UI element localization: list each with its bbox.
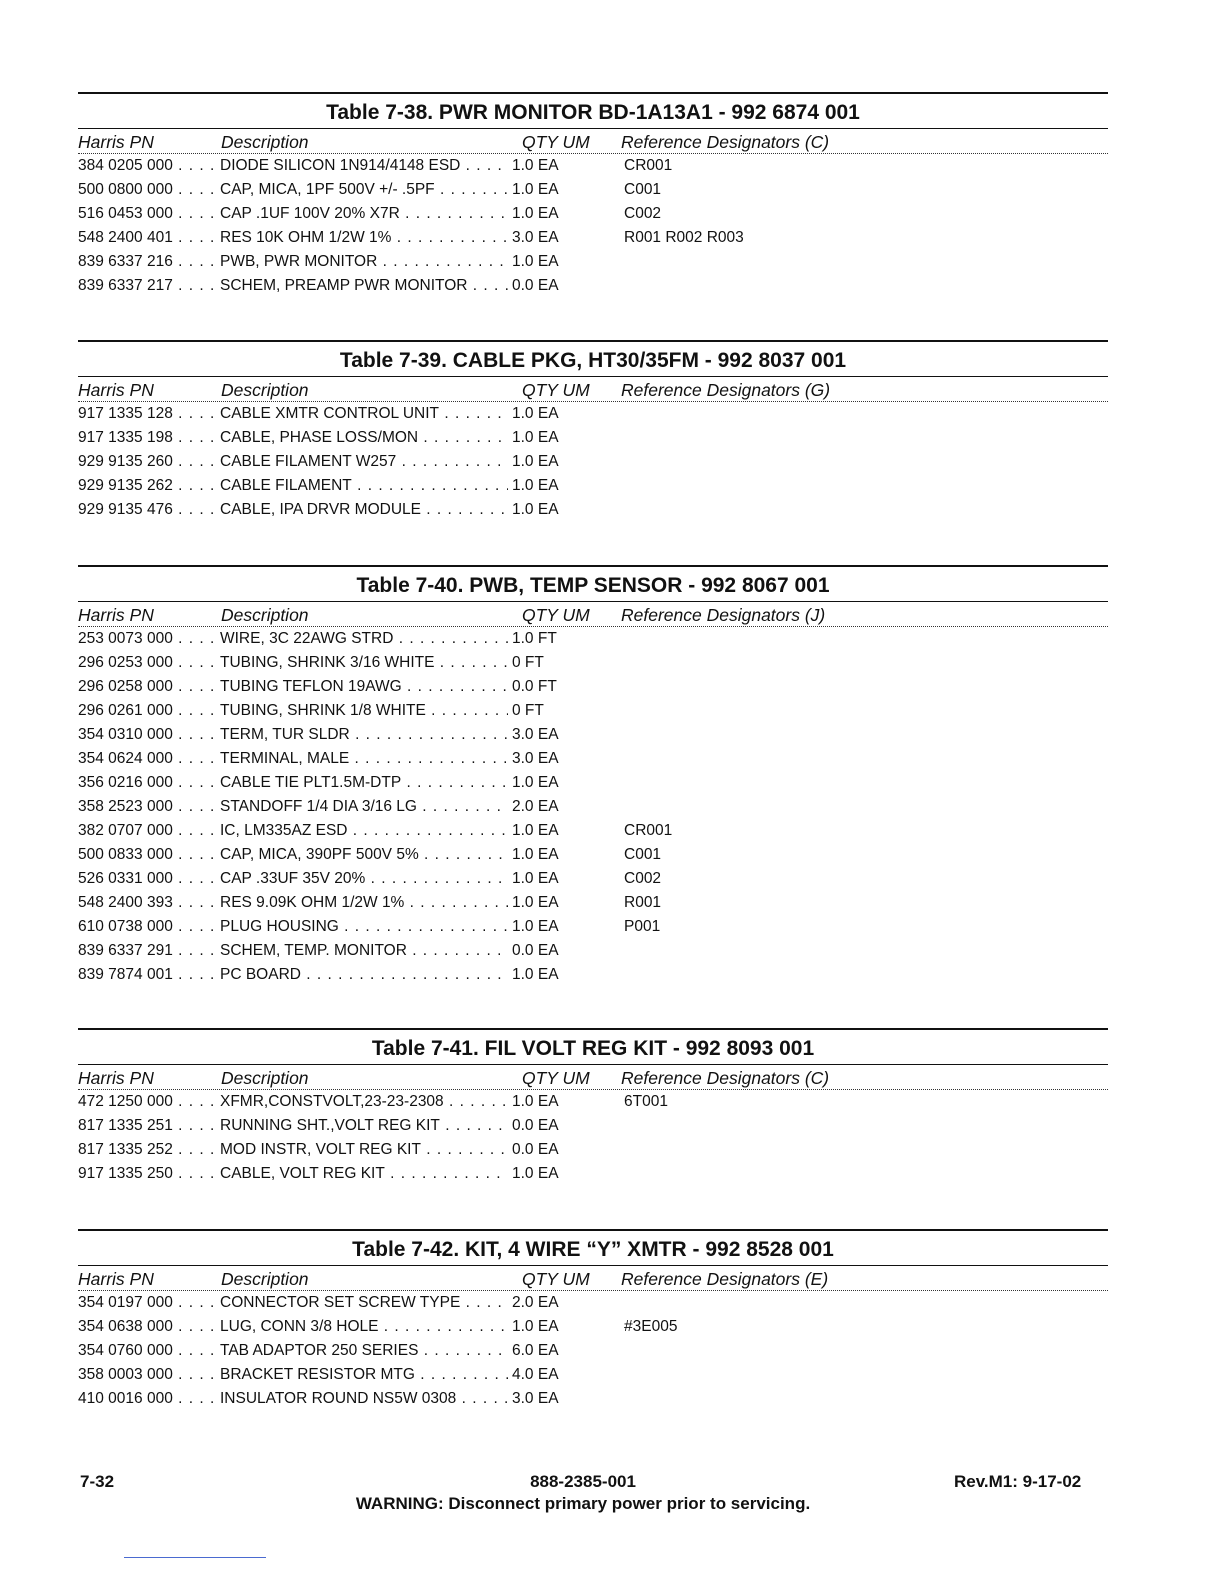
table-header-row xyxy=(78,602,1108,627)
cell-qty-um: 1.0 EA xyxy=(508,178,572,202)
cell-description: SCHEM, TEMP. MONITOR . . . xyxy=(220,939,508,963)
header-reference-designators: Reference Designators (C) xyxy=(621,132,830,152)
cell-description: TERMINAL, MALE . . . xyxy=(220,747,508,771)
table-header-row xyxy=(78,1065,1108,1090)
cell-description: CABLE, VOLT REG KIT . . . xyxy=(220,1162,508,1186)
header-reference-designators: Reference Designators (C) xyxy=(621,1068,830,1088)
table-row xyxy=(78,1090,1108,1114)
warning-text: WARNING: Disconnect primary power prior to servicing. xyxy=(355,1494,811,1513)
page-number: 7-32 xyxy=(80,1472,115,1491)
table-body xyxy=(78,1291,1108,1411)
cell-description: PWB, PWR MONITOR . . . xyxy=(220,250,508,274)
cell-description: CONNECTOR SET SCREW TYPE . . . xyxy=(220,1291,508,1315)
cell-description: TUBING TEFLON 19AWG . . . xyxy=(220,675,508,699)
cell-description: BRACKET RESISTOR MTG . . . xyxy=(220,1363,508,1387)
parts-table-7-41 xyxy=(78,1028,1108,1186)
table-row xyxy=(78,1291,1108,1315)
cell-qty-um: 0.0 EA xyxy=(508,1114,572,1138)
table-top-rule xyxy=(78,1229,1108,1231)
cell-reference-designators: #3E005 xyxy=(624,1318,678,1335)
cell-description: XFMR,CONSTVOLT,23-23-2308 . . . xyxy=(220,1090,508,1114)
cell-harris-pn: 253 0073 000 . . . xyxy=(78,627,220,651)
parts-table-7-38 xyxy=(78,92,1108,298)
cell-harris-pn: 500 0833 000 . . . xyxy=(78,843,220,867)
cell-harris-pn: 839 7874 001 . . . xyxy=(78,963,220,987)
table-row xyxy=(78,1138,1108,1162)
cell-harris-pn: 839 6337 216 . . . xyxy=(78,250,220,274)
table-row xyxy=(78,402,1108,426)
table-body xyxy=(78,627,1108,987)
cell-qty-um: 6.0 EA xyxy=(508,1339,572,1363)
header-description: Description xyxy=(221,1068,309,1088)
table-row xyxy=(78,1315,1108,1339)
cell-qty-um: 0.0 EA xyxy=(508,939,572,963)
table-row xyxy=(78,1387,1108,1411)
table-row xyxy=(78,963,1108,987)
cell-qty-um: 0 FT xyxy=(508,699,572,723)
cell-harris-pn: 382 0707 000 . . . xyxy=(78,819,220,843)
header-qty-um: QTY UM xyxy=(522,132,590,152)
header-reference-designators: Reference Designators (E) xyxy=(621,1269,829,1289)
cell-qty-um: 3.0 EA xyxy=(508,747,572,771)
cell-qty-um: 1.0 EA xyxy=(508,250,572,274)
cell-qty-um: 2.0 EA xyxy=(508,795,572,819)
parts-table-7-39 xyxy=(78,340,1108,522)
cell-description: CAP, MICA, 1PF 500V +/- .5PF . . . xyxy=(220,178,508,202)
header-harris-pn: Harris PN xyxy=(78,1269,154,1289)
cell-reference-designators: C001 xyxy=(624,181,662,198)
cell-qty-um: 1.0 EA xyxy=(508,771,572,795)
table-body xyxy=(78,402,1108,522)
table-header-row xyxy=(78,129,1108,154)
table-row xyxy=(78,843,1108,867)
header-harris-pn: Harris PN xyxy=(78,1068,154,1088)
table-row xyxy=(78,675,1108,699)
parts-table-7-40 xyxy=(78,565,1108,987)
cell-harris-pn: 296 0253 000 . . . xyxy=(78,651,220,675)
cell-qty-um: 1.0 EA xyxy=(508,1162,572,1186)
cell-reference-designators: CR001 xyxy=(624,822,673,839)
table-top-rule xyxy=(78,340,1108,342)
cell-harris-pn: 296 0261 000 . . . xyxy=(78,699,220,723)
cell-qty-um: 1.0 FT xyxy=(508,627,572,651)
cell-qty-um: 1.0 EA xyxy=(508,426,572,450)
cell-qty-um: 4.0 EA xyxy=(508,1363,572,1387)
table-row xyxy=(78,1162,1108,1186)
header-description: Description xyxy=(221,605,309,625)
cell-description: STANDOFF 1/4 DIA 3/16 LG . . . xyxy=(220,795,508,819)
table-title: Table 7-39. CABLE PKG, HT30/35FM - 992 8037 001 xyxy=(339,349,847,372)
revision-label: Rev.M1: 9-17-02 xyxy=(954,1472,1082,1491)
cell-description: CABLE, PHASE LOSS/MON . . . xyxy=(220,426,508,450)
cell-description: CABLE FILAMENT W257 . . . xyxy=(220,450,508,474)
cell-harris-pn: 358 2523 000 . . . xyxy=(78,795,220,819)
cell-harris-pn: 358 0003 000 . . . xyxy=(78,1363,220,1387)
cell-description: DIODE SILICON 1N914/4148 ESD . . . xyxy=(220,154,508,178)
cell-description: CABLE FILAMENT . . . xyxy=(220,474,508,498)
table-body xyxy=(78,1090,1108,1186)
cell-harris-pn: 917 1335 250 . . . xyxy=(78,1162,220,1186)
table-row xyxy=(78,226,1108,250)
cell-harris-pn: 354 0197 000 . . . xyxy=(78,1291,220,1315)
table-top-rule xyxy=(78,92,1108,94)
cell-harris-pn: 817 1335 252 . . . xyxy=(78,1138,220,1162)
cell-harris-pn: 354 0760 000 . . . xyxy=(78,1339,220,1363)
table-row xyxy=(78,747,1108,771)
cell-qty-um: 3.0 EA xyxy=(508,1387,572,1411)
cell-qty-um: 1.0 EA xyxy=(508,1090,572,1114)
cell-qty-um: 1.0 EA xyxy=(508,891,572,915)
table-row xyxy=(78,1363,1108,1387)
cell-harris-pn: 384 0205 000 . . . xyxy=(78,154,220,178)
cell-description: LUG, CONN 3/8 HOLE . . . xyxy=(220,1315,508,1339)
cell-qty-um: 0.0 FT xyxy=(508,675,572,699)
cell-harris-pn: 610 0738 000 . . . xyxy=(78,915,220,939)
bottom-link-rule xyxy=(124,1557,266,1558)
cell-harris-pn: 472 1250 000 . . . xyxy=(78,1090,220,1114)
cell-harris-pn: 817 1335 251 . . . xyxy=(78,1114,220,1138)
cell-harris-pn: 548 2400 393 . . . xyxy=(78,891,220,915)
cell-description: INSULATOR ROUND NS5W 0308 . . . xyxy=(220,1387,508,1411)
cell-qty-um: 1.0 EA xyxy=(508,202,572,226)
table-row xyxy=(78,274,1108,298)
table-row xyxy=(78,891,1108,915)
table-title: Table 7-41. FIL VOLT REG KIT - 992 8093 001 xyxy=(371,1037,815,1060)
table-row xyxy=(78,250,1108,274)
header-reference-designators: Reference Designators (G) xyxy=(621,380,831,400)
table-row xyxy=(78,651,1108,675)
cell-description: IC, LM335AZ ESD . . . xyxy=(220,819,508,843)
table-row xyxy=(78,1339,1108,1363)
cell-description: PC BOARD . . . xyxy=(220,963,508,987)
cell-reference-designators: C002 xyxy=(624,870,662,887)
table-row xyxy=(78,178,1108,202)
header-description: Description xyxy=(221,132,309,152)
table-row xyxy=(78,771,1108,795)
table-row xyxy=(78,1114,1108,1138)
table-row xyxy=(78,202,1108,226)
table-row xyxy=(78,498,1108,522)
cell-harris-pn: 354 0638 000 . . . xyxy=(78,1315,220,1339)
cell-description: RES 10K OHM 1/2W 1% . . . xyxy=(220,226,508,250)
cell-qty-um: 1.0 EA xyxy=(508,819,572,843)
cell-harris-pn: 839 6337 291 . . . xyxy=(78,939,220,963)
cell-harris-pn: 526 0331 000 . . . xyxy=(78,867,220,891)
cell-qty-um: 1.0 EA xyxy=(508,498,572,522)
table-row xyxy=(78,795,1108,819)
cell-qty-um: 1.0 EA xyxy=(508,867,572,891)
cell-description: MOD INSTR, VOLT REG KIT . . . xyxy=(220,1138,508,1162)
table-row xyxy=(78,939,1108,963)
header-description: Description xyxy=(221,380,309,400)
cell-description: TERM, TUR SLDR . . . xyxy=(220,723,508,747)
cell-description: CABLE TIE PLT1.5M-DTP . . . xyxy=(220,771,508,795)
cell-harris-pn: 929 9135 262 . . . xyxy=(78,474,220,498)
cell-description: WIRE, 3C 22AWG STRD . . . xyxy=(220,627,508,651)
cell-harris-pn: 354 0310 000 . . . xyxy=(78,723,220,747)
cell-harris-pn: 296 0258 000 . . . xyxy=(78,675,220,699)
cell-description: CABLE, IPA DRVR MODULE . . . xyxy=(220,498,508,522)
cell-description: CAP .1UF 100V 20% X7R . . . xyxy=(220,202,508,226)
cell-harris-pn: 354 0624 000 . . . xyxy=(78,747,220,771)
cell-qty-um: 0 FT xyxy=(508,651,572,675)
cell-qty-um: 1.0 EA xyxy=(508,402,572,426)
table-header-row xyxy=(78,377,1108,402)
header-harris-pn: Harris PN xyxy=(78,380,154,400)
table-row xyxy=(78,867,1108,891)
header-reference-designators: Reference Designators (J) xyxy=(621,605,826,625)
cell-harris-pn: 548 2400 401 . . . xyxy=(78,226,220,250)
header-harris-pn: Harris PN xyxy=(78,132,154,152)
cell-harris-pn: 839 6337 217 . . . xyxy=(78,274,220,298)
cell-harris-pn: 929 9135 260 . . . xyxy=(78,450,220,474)
cell-harris-pn: 516 0453 000 . . . xyxy=(78,202,220,226)
table-title: Table 7-40. PWB, TEMP SENSOR - 992 8067 001 xyxy=(356,574,830,597)
header-qty-um: QTY UM xyxy=(522,1269,590,1289)
cell-qty-um: 1.0 EA xyxy=(508,474,572,498)
cell-description: SCHEM, PREAMP PWR MONITOR . . . xyxy=(220,274,508,298)
table-row xyxy=(78,426,1108,450)
cell-description: CABLE XMTR CONTROL UNIT . . . xyxy=(220,402,508,426)
header-qty-um: QTY UM xyxy=(522,1068,590,1088)
cell-description: CAP .33UF 35V 20% . . . xyxy=(220,867,508,891)
cell-description: RUNNING SHT.,VOLT REG KIT . . . xyxy=(220,1114,508,1138)
table-body xyxy=(78,154,1108,298)
table-row xyxy=(78,627,1108,651)
table-title: Table 7-38. PWR MONITOR BD-1A13A1 - 992 6874 001 xyxy=(326,101,860,124)
cell-description: TUBING, SHRINK 3/16 WHITE . . . xyxy=(220,651,508,675)
table-row xyxy=(78,699,1108,723)
cell-qty-um: 1.0 EA xyxy=(508,915,572,939)
cell-description: CAP, MICA, 390PF 500V 5% . . . xyxy=(220,843,508,867)
cell-harris-pn: 500 0800 000 . . . xyxy=(78,178,220,202)
cell-reference-designators: C001 xyxy=(624,846,662,863)
cell-reference-designators: 6T001 xyxy=(624,1093,668,1110)
cell-qty-um: 1.0 EA xyxy=(508,154,572,178)
cell-qty-um: 0.0 EA xyxy=(508,274,572,298)
document-number: 888-2385-001 xyxy=(530,1472,636,1491)
cell-qty-um: 2.0 EA xyxy=(508,1291,572,1315)
parts-table-7-42 xyxy=(78,1229,1108,1411)
table-row xyxy=(78,723,1108,747)
table-top-rule xyxy=(78,565,1108,567)
cell-qty-um: 1.0 EA xyxy=(508,450,572,474)
cell-reference-designators: R001 R002 R003 xyxy=(624,229,744,246)
cell-qty-um: 3.0 EA xyxy=(508,723,572,747)
cell-qty-um: 0.0 EA xyxy=(508,1138,572,1162)
cell-description: TAB ADAPTOR 250 SERIES . . . xyxy=(220,1339,508,1363)
table-row xyxy=(78,154,1108,178)
cell-reference-designators: R001 xyxy=(624,894,662,911)
cell-harris-pn: 917 1335 198 . . . xyxy=(78,426,220,450)
table-row xyxy=(78,915,1108,939)
header-description: Description xyxy=(221,1269,309,1289)
cell-harris-pn: 917 1335 128 . . . xyxy=(78,402,220,426)
cell-qty-um: 3.0 EA xyxy=(508,226,572,250)
cell-qty-um: 1.0 EA xyxy=(508,1315,572,1339)
table-row xyxy=(78,450,1108,474)
cell-harris-pn: 410 0016 000 . . . xyxy=(78,1387,220,1411)
table-row xyxy=(78,819,1108,843)
header-qty-um: QTY UM xyxy=(522,380,590,400)
table-row xyxy=(78,474,1108,498)
cell-description: PLUG HOUSING . . . xyxy=(220,915,508,939)
cell-qty-um: 1.0 EA xyxy=(508,963,572,987)
header-qty-um: QTY UM xyxy=(522,605,590,625)
cell-reference-designators: P001 xyxy=(624,918,661,935)
header-harris-pn: Harris PN xyxy=(78,605,154,625)
cell-harris-pn: 929 9135 476 . . . xyxy=(78,498,220,522)
cell-qty-um: 1.0 EA xyxy=(508,843,572,867)
cell-description: RES 9.09K OHM 1/2W 1% . . . xyxy=(220,891,508,915)
table-title: Table 7-42. KIT, 4 WIRE “Y” XMTR - 992 8528 001 xyxy=(352,1238,834,1261)
cell-description: TUBING, SHRINK 1/8 WHITE . . . xyxy=(220,699,508,723)
cell-harris-pn: 356 0216 000 . . . xyxy=(78,771,220,795)
table-header-row xyxy=(78,1266,1108,1291)
table-top-rule xyxy=(78,1028,1108,1030)
cell-reference-designators: CR001 xyxy=(624,157,673,174)
cell-reference-designators: C002 xyxy=(624,205,662,222)
